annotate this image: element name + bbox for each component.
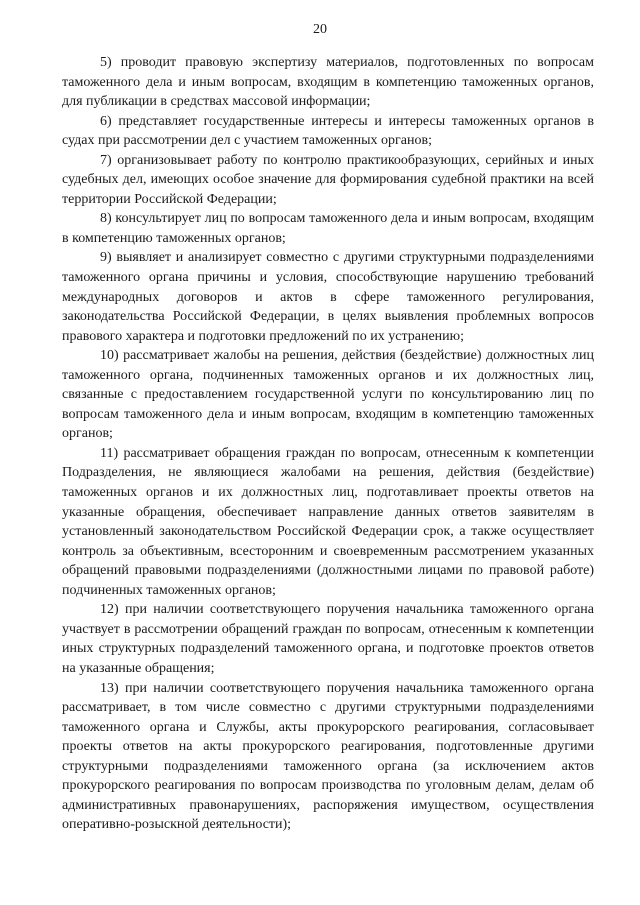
paragraph-item-8: 8) консультирует лиц по вопросам таможенного дела и иным вопросам, входящим в компетенцию таможенных органов; <box>62 211 594 246</box>
page-number: 20 <box>313 22 327 37</box>
paragraph-item-9: 9) выявляет и анализирует совместно с другими структурными подразделениями таможенного органа причины и условия, способствующие нарушению требований международных договоров и актов в сфере таможенного регулирования, законодательства Российской Федерации, в целях выявления проблемных вопросов правового характера и подготовки предложений по их устранению; <box>62 250 594 344</box>
document-body <box>62 53 594 835</box>
paragraph-item-5: 5) проводит правовую экспертизу материалов, подготовленных по вопросам таможенного дела и иным вопросам, входящим в компетенцию таможенных органов, для публикации в средствах массовой информации; <box>62 55 594 110</box>
paragraph-item-13: 13) при наличии соответствующего поручения начальника таможенного органа рассматривает, в том числе совместно с другими структурными подразделениями таможенного органа и Службы, акты прокурорского реагирования, согласовывает проекты ответов на акты прокурорского реагирования, подготовленные другими структурными подразделениями таможенного органа (за исключением актов прокурорского реагирования по вопросам производства по уголовным делам, делам об административных правонарушениях, распоряжения имуществом, осуществления оперативно-розыскной деятельности); <box>62 680 594 833</box>
paragraph-item-7: 7) организовывает работу по контролю практикообразующих, серийных и иных судебных дел, имеющих особое значение для формирования судебной практики на всей территории Российской Федерации; <box>62 152 594 207</box>
paragraph-item-12: 12) при наличии соответствующего поручения начальника таможенного органа участвует в рассмотрении обращений граждан по вопросам, отнесенным к компетенции иных структурных подразделений таможенного органа, и подготовке проектов ответов на указанные обращения; <box>62 602 594 676</box>
paragraph-item-6: 6) представляет государственные интересы и интересы таможенных органов в судах при рассмотрении дел с участием таможенных органов; <box>62 113 594 149</box>
paragraph-item-11: 11) рассматривает обращения граждан по вопросам, отнесенным к компетенции Подразделения, не являющиеся жалобами на решения, действия (бездействие) таможенных органов и их должностных лиц, подготавливает проекты ответов на указанные обращения, обеспечивает направление данных ответов заявителям в установленный законодательством Российской Федерации срок, а также осуществляет контроль за объективным, всесторонним и своевременным рассмотрением указанных обращений правовыми подразделениями (должностными лицами по правовой работе) подчиненных таможенных органов; <box>62 445 594 598</box>
paragraph-item-10: 10) рассматривает жалобы на решения, действия (бездействие) должностных лиц таможенного органа, подчиненных таможенных органов и их должностных лиц, связанные с предоставлением государственной услуги по консультированию лиц по вопросам таможенного дела и иным вопросам, входящим в компетенцию таможенных органов; <box>62 348 594 442</box>
